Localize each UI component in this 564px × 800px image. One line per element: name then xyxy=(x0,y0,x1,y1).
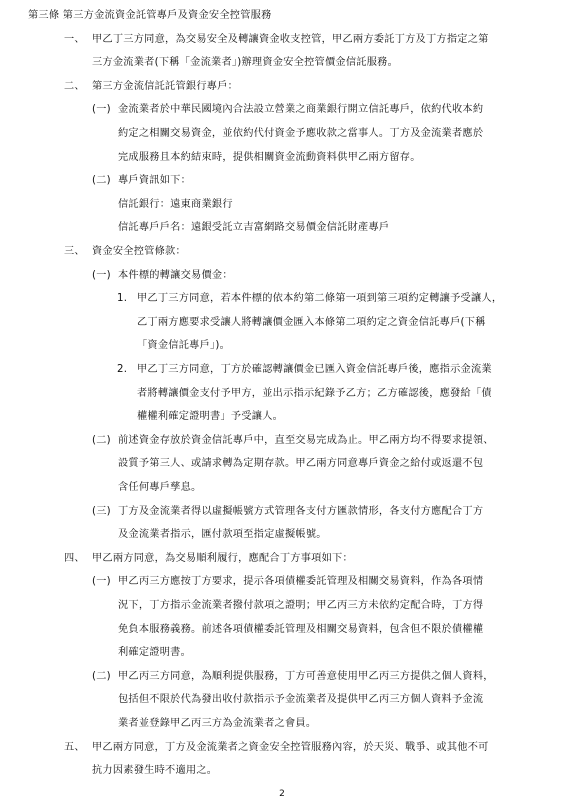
item-text-line: 約定之相關交易資金，並依約代付資金予應收款之當事人。丁方及金流業者應於 xyxy=(118,128,484,139)
section-text-line: 資金安全控管條款： xyxy=(92,246,186,257)
item-marker: (三) xyxy=(92,505,111,517)
section-text-line: 抗力因素發生時不適用之。 xyxy=(92,765,218,777)
subitem-text-line: 權權利確定證明書」予受讓人。 xyxy=(137,411,284,423)
article-heading: 第三條 第三方金流資金託管專戶及資金安全控管服務 xyxy=(28,10,272,21)
item-text-line: 信託專戶戶名：遠銀受託立吉富網路交易價金信託財產專戶 xyxy=(118,222,390,234)
item-text-line: 專戶資訊如下： xyxy=(118,175,192,187)
item-text-line: 設質予第三人、或請求轉為定期存款。甲乙兩方同意專戶資金之給付或返還不包 xyxy=(118,458,484,470)
section-text-line: 甲乙兩方同意，為交易順利履行，應配合丁方事項如下： xyxy=(92,552,353,564)
item-text-line: 免負本服務義務。前述各項債權委託管理及相關交易資料，包含但不限於債權權 xyxy=(118,623,484,635)
item-text-line: 包括但不限於代為發出收付款指示予金流業者及提供甲乙丙三方個人資料予金流 xyxy=(118,694,484,706)
item-text-line: 及金流業者指示，匯付款項至指定虛擬帳號。 xyxy=(118,529,327,541)
section-marker: 二、 xyxy=(64,80,85,92)
item-text-line: 完成服務且本約結束時，提供相關資金流動資料供甲乙兩方留存。 xyxy=(118,151,421,163)
section-text-line: 第三方金流信託託管銀行專戶： xyxy=(92,80,239,92)
section-text-line: 甲乙兩方同意，丁方及金流業者之資金安全控管服務內容，於天災、戰爭、或其他不可 xyxy=(92,741,489,753)
item-marker: (一) xyxy=(92,104,111,116)
item-text-line: 金流業者於中華民國境內合法設立營業之商業銀行開立信託專戶，依約代收本約 xyxy=(118,104,484,116)
page-number: 2 xyxy=(279,789,285,799)
item-text-line: 丁方及金流業者得以虛擬帳號方式管理各支付方匯款情形，各支付方應配合丁方 xyxy=(118,505,484,517)
subitem-marker: 1. xyxy=(117,293,128,305)
section-marker: 三、 xyxy=(64,246,85,257)
item-text-line: 含任何專戶孳息。 xyxy=(118,482,202,493)
item-text-line: 業者並登錄甲乙丙三方為金流業者之會員。 xyxy=(118,718,317,729)
item-text-line: 甲乙丙三方同意，為順利提供服務，丁方可善意使用甲乙丙三方提供之個人資料， xyxy=(118,670,494,682)
item-text-line: 前述資金存放於資金信託專戶中，直至交易完成為止。甲乙兩方均不得要求提領、 xyxy=(118,434,494,446)
item-text-line: 信託銀行：遠東商業銀行 xyxy=(118,198,233,210)
item-text-line: 況下，丁方指示金流業者撥付款項之證明；甲乙丙三方未依約定配合時，丁方得 xyxy=(118,600,484,611)
item-text-line: 利確定證明書。 xyxy=(118,647,192,659)
item-marker: (二) xyxy=(92,434,111,446)
section-marker: 四、 xyxy=(64,552,85,564)
section-marker: 五、 xyxy=(64,741,85,753)
item-marker: (一) xyxy=(92,269,111,281)
item-text-line: 本件標的轉讓交易價金： xyxy=(118,269,233,281)
subitem-text-line: 甲乙丁三方同意，丁方於確認轉讓價金已匯入資金信託專戶後，應指示金流業 xyxy=(137,364,492,375)
subitem-marker: 2. xyxy=(117,364,128,375)
subitem-text-line: 乙丁兩方應要求受讓人將轉讓價金匯入本條第二項約定之資金信託專戶(下稱 xyxy=(137,316,486,328)
subitem-text-line: 「資金信託專戶」)。 xyxy=(137,340,231,352)
item-marker: (二) xyxy=(92,175,111,187)
section-text-line: 甲乙丁三方同意，為交易安全及轉讓資金收支控管，甲乙兩方委託丁方及丁方指定之第 xyxy=(92,33,489,45)
subitem-text-line: 者將轉讓價金支付予甲方，並出示指示紀錄予乙方；乙方確認後，應發給「債 xyxy=(137,387,492,399)
item-text-line: 甲乙丙三方應按丁方要求，提示各項債權委託管理及相關交易資料，作為各項情 xyxy=(118,576,484,588)
item-marker: (一) xyxy=(92,576,111,588)
section-marker: 一、 xyxy=(64,33,85,45)
item-marker: (二) xyxy=(92,670,111,682)
subitem-text-line: 甲乙丁三方同意，若本件標的依本約第二條第一項到第三項約定轉讓予受讓人， xyxy=(137,293,503,305)
section-text-line: 三方金流業者(下稱「金流業者」)辦理資金安全控管價金信託服務。 xyxy=(92,57,399,69)
